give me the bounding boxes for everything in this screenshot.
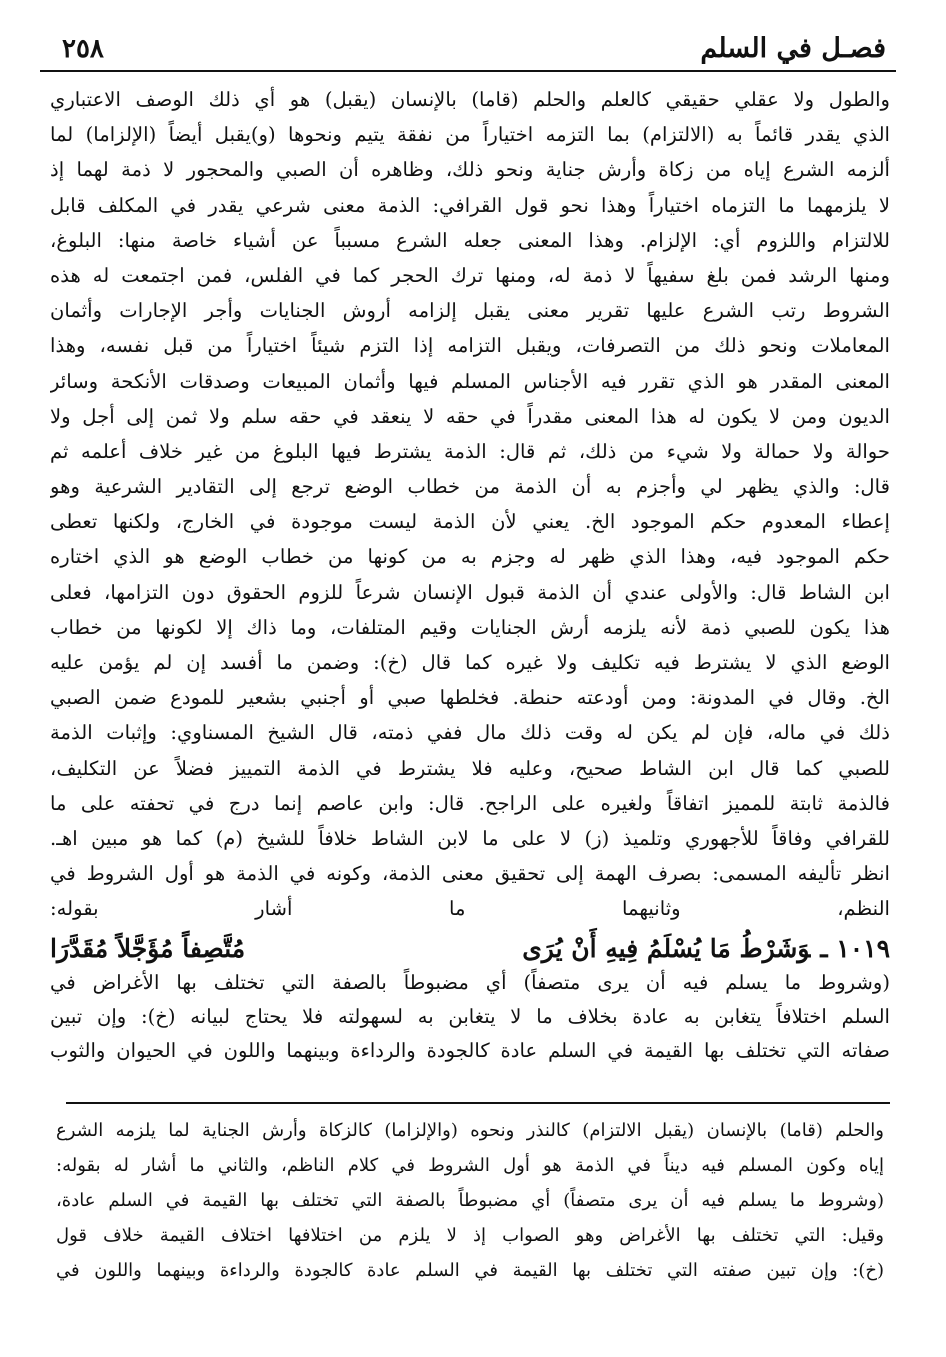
footnote-divider [66,1102,890,1104]
text-line: ألزمه الشرع إياه من زكاة وأرش جناية ونحو ذلك، وظاهره أن الصبي والمحجور لا ذمة لهما إذ [50,158,890,182]
text-line: المعنى المقدر هو الذي تقرر فيه الأجناس المسلم فيها وأثمان المبيعات وصدقات الأنكحة وسائر [50,369,890,393]
text-line: (وشروط ما يسلم فيه أن يرى متصفاً) أي مضبوطاً بالصفة التي تختلف بها الأغراض في [50,971,890,994]
text-line: فالذمة ثابتة للمميز اتفاقاً ولغيره على الراجح. قال: وابن عاصم إنما درج في تحفته على ما [50,791,890,815]
text-line: صفاته التي تختلف بها القيمة في السلم عادة كالجودة والرداءة وبينهما واللون في الحيوان والثوب [50,1039,890,1062]
text-line: للصبي كما قال ابن الشاط صحيح، وعليه فلا يشترط في الذمة التمييز فضلاً عن التكليف، [50,756,890,780]
footnote-line: والحلم (قاما) بالإنسان (يقبل الالتزام) كالنذر ونحوه (والإلزاما) كالزكاة وأرش الجناية لما يلزمه الشرع [56,1120,884,1141]
footnote-line: وقيل: التي تختلف بها الأغراض وهو الصواب إذ لا يلزم من اختلافها اختلاف القيمة خلاف قول [56,1225,884,1246]
text-line: إعطاء المعدوم حكم الموجود الخ. يعني لأن الذمة ليست موجودة في الخارج، ولكنها تعطى [50,510,890,534]
text-line: للالتزام واللزوم أي: الإلزام. وهذا المعنى جعله الشرع مسبباً عن أشياء خاصة منها: البلوغ، [50,228,890,252]
page-header [40,20,896,72]
text-line: ابن الشاط قال: والأولى عندي أن الذمة قبول الإنسان شرعاً للزوم الحقوق دون التزامها، فعلى [50,580,890,604]
text-line: ذلك في ماله، فإن لم يكن له وقت ذلك مال ففي ذمته، قال الشيخ المسناوي: وإثبات الذمة [50,721,890,745]
verse-number: ١٠١٩ ـ [820,933,890,963]
text-line: هذا يكون للصبي ذمة لأنه يلزمه أرش الجنايات وقيم المتلفات، وما ذاك إلا لكونها من خطاب [50,615,890,639]
text-line: الوضع الذي لا يشترط فيه تكليف ولا غيره كما قال (خ): وضمن ما أفسد إن لم يؤمن عليه [50,651,890,674]
verse-first-hemistich [522,934,890,963]
verse-second-hemistich: مُتَّصِفاً مُؤَجَّلاً مُقَدَّرَا [50,933,246,963]
running-title: فصـل في السلم [700,33,886,64]
text-line: انظر تأليفه المسمى: بصرف الهمة إلى تحقيق معنى الذمة، وكونه في الذمة هو أول الشروط في [50,862,890,886]
text-line: لا يلزمهما ما التزماه اختياراً وهذا نحو قول القرافي: الذمة معنى شرعي يقدر في المكلف قابل [50,193,890,217]
text-line: المعاملات ونحو ذلك من التصرفات، ويقبل التزامه إذا التزم شيئاً اختياراً من قبل نفسه، وهذا [50,334,890,358]
text-line: قال: والذي يظهر لي وأجزم به أن الذمة من خطاب الوضع ترجع إلى التقادير الشرعية وهو [50,475,890,499]
poem-verse [50,928,890,968]
text-line: الخ. وقال في المدونة: ومن أودعته حنطة. فخلطها صبي أو أجنبي بشعير للمودع ضمن الصبي [50,686,890,710]
text-line: الشروط رتب الشرع عليها تقرير معنى يقبل إلزامه أروش الجنايات وأجر الإجارات وأثمان [50,299,890,323]
text-line: والطول ولا عقلي حقيقي كالعلم والحلم (قاما) بالإنسان (يقبل) هو أي ذلك الوصف الاعتباري [50,88,890,111]
page-number: ٢٥٨ [62,34,104,64]
footnote-block [56,1113,884,1288]
text-line: الديون ومن لا يكون له هذا المعنى مقدراً في حقه لا ينعقد في حقه سلم ولا ثمن إلى أجل ولا [50,404,890,428]
footnote-line: (خ): وإن تبين صفته التي تختلف بها القيمة في السلم عادة كالجودة والرداءة وبينهما واللون في [56,1260,884,1281]
footnote-line: (وشروط ما يسلم فيه أن يرى متصفاً) أي مضبوطاً بالصفة التي تختلف بها القيمة في السلم عادة، [56,1190,884,1211]
text-line: حوالة ولا حمالة ولا شيء من ذلك، ثم قال: الذمة يشترط فيها البلوغ من غير خلاف أعلمه ثم [50,439,890,463]
text-line: للقرافي وفاقاً للأجهوري وتلميذ (ز) لا على ما لابن الشاط خلافاً للشيخ (م) كما هو مبين اهـ. [50,826,890,850]
commentary-text-block [50,966,890,1068]
text-line: النظم، وثانيهما ما أشار بقوله: [50,897,890,921]
text-line: السلم اختلافاً يتغابن به عادة بخلاف ما لا يتغابن به لسهولته فلا يحتاج لبيانه (خ): وإن تبين [50,1005,890,1028]
text-line: ومنها الرشد فمن بلغ سفيهاً لا ذمة له، ومنها ترك الحجر كما في الفلس، فمن اجتمعت له هذه [50,263,890,287]
footnote-line: إياه وكون المسلم فيه ديناً في الذمة هو أول الشروط في كلام الناظم، والثاني ما أشار له بقوله: [56,1155,884,1176]
text-line: الذي يقدر قائماً به (الالتزام) بما التزمه اختياراً من نفقة يتيم ونحوها (و)يقبل أيضاً (الإلزاما) لما [50,123,890,147]
main-text-block [50,82,890,927]
text-line: حكم الموجود فيه، وهذا الذي ظهر له وجزم به من كونها من خطاب الوضع هو الذي اختاره [50,545,890,569]
verse-first-hemistich-text: وَشَرْطُ مَا يُسْلَمُ فِيهِ أَنْ يُرَى [522,933,811,963]
